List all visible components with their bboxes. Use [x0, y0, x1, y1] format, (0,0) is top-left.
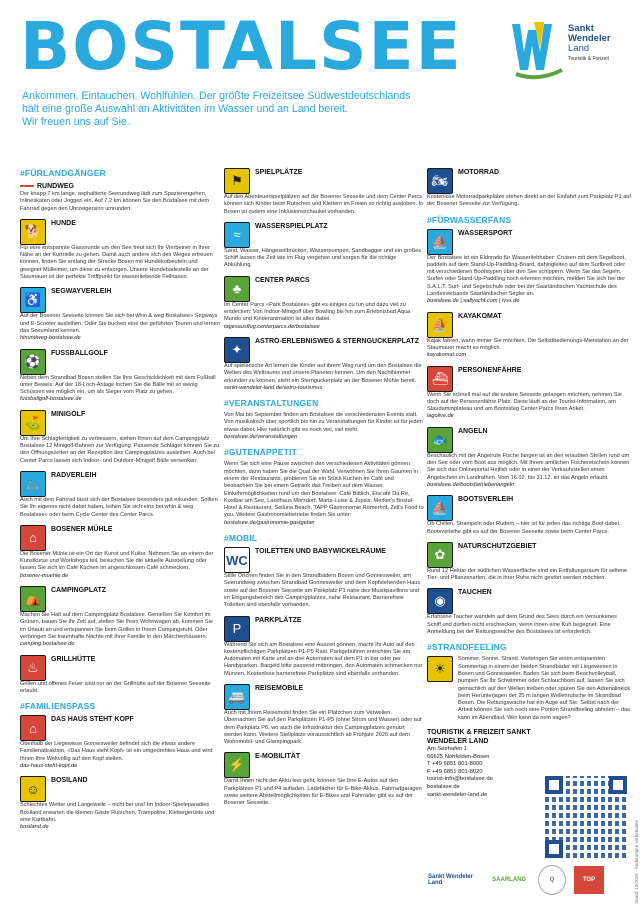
section-heading: #VERANSTALTUNGEN — [224, 398, 319, 409]
wassersport-link[interactable]: bostalsee.de | saltyacht.com | lvss.de — [427, 298, 520, 305]
entry-hunde: 🐕 HUNDE Für eine entspannte Gassirunde um den See freut sich Ihr Vierbeiner in Ihrer Nähe an der Kurtrielle zu gehen. Damit auch andere sich des Weges erfreuen können, finden Sie entlang der Strecke Boxen mit Hundekotbeuteln und geeignet Mülleimer, um diese zu entsorgen. Unsere Hundebadestelle an der Staumauer ist der perfekte Treffpunkt für wasserliebende Fellnasen. — [20, 219, 213, 281]
section-heading: #FAMILIENSPASS — [20, 701, 96, 712]
center-parcs-icon: ♣ — [224, 276, 250, 302]
segway-icon: ♿ — [20, 287, 46, 313]
nature-icon: ✿ — [427, 542, 453, 568]
playground-icon: ☺ — [20, 776, 46, 802]
faehre-link[interactable]: lagolive.de — [427, 413, 454, 420]
column-3 — [427, 168, 632, 805]
entry-faehre: ⛴ PERSONENFÄHRE Wenn Sie schnell mal auf die andere Seeseite gelangen möchten, nehmen Sie doch auf der Personenfähre Platz. Diese läuft an der Tourist-Information, am Staudammplateau und am Bootssteg Center Parcs Ihren Anker. lagolive.de — [427, 366, 632, 421]
brand-logo-text: Sankt Wendeler Land Touristik & Freizeit — [568, 23, 611, 62]
bicycle-icon: 🚲 — [20, 471, 46, 497]
parking-icon: P — [224, 616, 250, 642]
entry-kayakomat: ⛵ KAYAKOMAT Kajak fahren, wann immer Sie möchten. Die Selbstbedienungs-Mietstation an der Staumauer macht es möglich. kayakomat.com — [427, 312, 632, 360]
haus-link[interactable]: das-haus-steht-kopf.de — [20, 762, 78, 769]
entry-reisemobile: 🚐 REISEMOBILE Auch mit Ihrem Reisemobil finden Sie ein Plätzchen zum Verweilen. Übernachten Sie auf den Parkplätzen P1-P5 (ohne Strom und Wasser) oder auf dem Parkplatz P6, wo auch die Infrastruktur des Campingplatzes genutzt werden kann. Weitere Stellplätze voraussichtlich ab Frühjahr 2026 auf dem Wohnmobil- und Glampingpark. — [224, 684, 422, 746]
kayakomat-link[interactable]: kayakomat.com — [427, 352, 467, 359]
entry-minigolf: ⛳ MINIGOLF Um Ihre Schlagfertigkeit zu verbessern, stehen Ihnen auf dem Campingplatz Bostalsee 12 Minigolf-Bahnen zur Verfügung. Passende Schläger können Sie zu den Öffnungszeiten an der Rezeption des Campingplatzes ausleihen. Auch bei Center Parcs lassen sich Indoor- und Outdoor-Minigolf Bälle versenken. — [20, 410, 220, 464]
contact-web-1[interactable]: bostalsee.de — [427, 783, 460, 790]
football-icon: ⚽ — [20, 349, 46, 375]
astro-link[interactable]: sankt-wendeler-land.de/astro-tourismus — [224, 384, 323, 391]
entry-segway: ♿ SEGWAYVERLEIH Auf der Bosener Seeseite können Sie sich bei whin & weg Bostalsee» Segways und E-Scooter ausleihen. Oder Sie buchen eine der geführten Touren und lernen das Seeumland kennen. hinundweg-bostalsee.de — [20, 288, 220, 342]
grill-hut-icon: ♨ — [20, 655, 46, 681]
entry-grill: ♨ GRILLHÜTTE Grillen und offenes Feuer sind nur an der Grillhütte auf der Bosener Seeseite erlaubt. — [20, 655, 211, 694]
centerparcs-link[interactable]: tagesausflug.centerparcs.de/bostalsee — [224, 323, 320, 330]
fishing-icon: 🐟 — [427, 427, 453, 453]
contact-web-2[interactable]: sankt-wendeler-land.de — [427, 791, 488, 798]
kayak-icon: ⛵ — [427, 312, 453, 338]
route-line-icon — [20, 185, 34, 187]
wc-icon: WC — [224, 547, 250, 573]
entry-bootsverleih: ⛵ BOOTSVERLEIH Ob Chillen, Strampeln oder Rudern – hier ist für jeden das richtige Boot dabei. Bootsverleihe gibt es auf der Bosener Seeseite sowie beim Center Parcs. — [427, 496, 621, 535]
section-heading: #GUTENAPPETIT — [224, 447, 297, 458]
section-heading: #MOBIL — [224, 533, 258, 544]
fussballgolf-link[interactable]: fussballgolf-bostalsee.de — [20, 396, 82, 403]
entry-motorrad: 🏍 MOTORRAD Kostenlose Motorradparkplätze stehen direkt an der Einfahrt zum Parkplatz P1 auf der Bosener Seeseite zur Verfügung. — [427, 169, 631, 208]
entry-centerparcs: ♣ CENTER PARCS Im Center Parcs «Park Bostalsee» gibt es einiges zu tun und dazu viel zu entdecken: Von Indoor-Minigolf über Bowling bis hin zum Erlebnisbad Aqua Mundo und Kinderanimation ist alles dabei. tagesausflug.centerparcs.de/bostalsee — [224, 276, 424, 331]
entry-rundweg: RUNDWEG Der knapp 7 km lange, asphaltierte Seerundweg lädt zum Spazierengehen, Inlineskaten oder Joggen ein. Auf 7,2 km können Sie den Bostalsee mit dem Fahrrad gegen den Uhrzeigersinn umrunden. — [20, 183, 210, 212]
page-title: BOSTALSEE — [20, 8, 463, 85]
sankt-wendeler-land-logo-icon: Sankt Wendeler Land — [428, 874, 473, 886]
section-heading: #STRANDFEELING — [427, 642, 507, 653]
sailboat-icon: ⛵ — [427, 229, 453, 255]
quality-logo-icon: Q — [538, 865, 566, 895]
upside-down-house-icon: ⌂ — [20, 715, 46, 741]
rowboat-icon: ⛵ — [427, 495, 453, 521]
contact-email[interactable]: tourist-info@bostalsee.de — [427, 776, 493, 783]
charging-icon: ⚡ — [224, 752, 250, 778]
gastronomie-link[interactable]: bostalsee.de/gastronomie-gastgeber — [224, 519, 315, 526]
entry-astro: ✦ ASTRO-ERLEBNISWEG & STERNGUCKERPLATZ Auf spielerische Art lernen die Kinder auf ihrem Weg rund um den Bostalsee die Welten des Weltraums und unsere Planeten kennen. Um den Nachthimmel erkunden zu können, steht ein Sternguckerplatz an der Bosener Mühle bereit. sankt-wendeler-land.de/astro-tourismus — [224, 337, 424, 392]
entry-parken: P PARKPLÄTZE Während Sie sich am Bostalsee eine Auszeit gönnen, macht Ihr Auto auf den kostenpflichtigen Parkplätzen P1-P5 Rast. Parkgebühren entrichten Sie am Automaten mit Karte und an drei Automaten auf dem P1 in bar oder per Handyparken. Bargeld bitte passend mitbringen, den Automaten schmecken nur Münzen. Kostenlose barrierefreie Parkplätze sind ebenfalls vorhanden. — [224, 616, 423, 677]
camper-icon: 🚐 — [224, 684, 250, 710]
entry-spielplaetze: ⚑ SPIELPLÄTZE Auf den Abenteuerspielplätzen auf der Bosener Seeseite und dem Center Parcs können sich Kinder beim Rutschen und Klettern im Freien so richtig austoben. In Bosen ist zudem eine Inklusionsschaukel vorhanden. — [224, 169, 424, 215]
tent-icon: ⛺ — [20, 586, 46, 612]
water-play-icon: ≈ — [224, 222, 250, 248]
footer-logos — [428, 862, 628, 898]
veranstaltungen-link[interactable]: bostalsee.de/veranstaltungen — [224, 434, 298, 441]
minigolf-icon: ⛳ — [20, 410, 46, 436]
section-heading: #FÜRLANDGÄNGER — [20, 168, 106, 178]
motorcycle-icon: 🏍 — [427, 168, 453, 194]
diver-icon: ◉ — [427, 588, 453, 614]
ferry-icon: ⛴ — [427, 366, 453, 392]
mill-icon: ⌂ — [20, 525, 46, 551]
segway-link[interactable]: hinundweg-bostalsee.de — [20, 335, 81, 342]
entry-camping: ⛺ CAMPINGPLATZ Machen Sie Halt auf dem Campingplatz Bostalsee. Genießen Sie Komfort im Grünen, bauen Sie Ihr Zelt auf, stellen Sie Ihren Wohnwagen ab, kommen Sie im Urlaub an und entspannen Sie beim Grillen in Ihrem Campingstuhl. Oder verbringen Sie traumhafte Nächte mit Ihrer Familie in den Märchenhäusern. camping.bostalsee.de — [20, 586, 220, 648]
angeln-link[interactable]: bostalsee.de/bootsbetriebenangeln — [427, 481, 515, 488]
dog-icon: 🐕 — [20, 219, 46, 245]
saarland-logo-icon: SAARLAND — [492, 877, 526, 883]
entry-fussballgolf: ⚽ FUSSBALLGOLF Neben dem Strandbad Bosen stellen Sie Ihre Geschicklichkeit mit dem Fußball unter Beweis. Auf der 18-Loch-Anlage lochen Sie die Bälle mit so wenig Schüssen wie möglich ein, um als Sieger vom Platz zu gehen. fussballgolf-bostalsee.de — [20, 349, 220, 404]
entry-bosiland: ☺ BOSILAND Schlechtes Wetter und Langeweile – nicht bei uns! Im Indoor-Spieleparadies Bosiland erwarten die kleinen Gäste Rutschen, Trampoline, Klettergerüste und eine Kartbahn. bosiland.de — [20, 776, 220, 831]
swing-icon: ⚑ — [224, 168, 250, 194]
section-heading: #FÜRWASSERFANS — [427, 214, 512, 225]
muehle-link[interactable]: bosener-muehle.de — [20, 572, 69, 579]
entry-radverleih: 🚲 RADVERLEIH Auch mit dem Fahrrad lässt sich der Bostalsee besonders gut erkunden. Sollten Sie Ihr eigenes nicht dabei haben, leihen Sie sich eins bei whin & weg Bostalsee» oder beim Cycle Center des Center Parcs. — [20, 471, 218, 518]
entry-wassersport: ⛵ WASSERSPORT Der Bostalsee ist ein Eldorado für Wasserliebhaber: Cruisen mit dem Segelboot, paddeln auf dem Stand-Up-Paddling-Board, dahingleiten auf dem Surfbrett oder mit verschiedenen Bootstypen über den See schippern. Wenn Sie das Segeln, Surfen oder Stand-Up-Paddling noch erlernen möchten, melden Sie sich bei der S.A.L.T. Surf- und Segelschule oder bei der Saarländischen Yachtschule des Landesverbands Saarländischer Segler an. bostalsee.de | saltyacht.com | lvss.de — [427, 229, 632, 306]
entry-toiletten: WC TOILETTEN UND BABYWICKELRÄUME Stille Örtchen finden Sie in den Strandbädern Bosen und Gonnesweiler, am Seerundweg zwischen Strandbad Gonnesweiler und dem Kopfstehenden Haus sowie auf der Bosener Seeseite am Parkplatz P1 nahe des Musikpavillons und im Eingangsbereich des Campingplatzes, nahe Restaurant. Barrierefreie Toiletten sind ebenfalls vorhanden. — [224, 548, 421, 609]
entry-angeln: 🐟 ANGELN Beschaulich mit der Angelrute Fische fangen ist an den erlaubten Stellen rund um den See oder vom Boot aus möglich. Mit Ihrem amtlichen Fischereischein können Sie sich das Onlineportal Hejfish oder in einer der Verkaufsstellen einen Angelschein im Landrathen. Vom 16.02. bis 31.12. ist das Angeln erlaubt. bostalsee.de/bootsbetriebenangeln — [427, 427, 632, 489]
entry-wasserspiel: ≈ WASSERSPIELPLATZ Sand, Wasser, Hängeseilbrücken, Wasserpumpen, Sandbagger und ein großes Schiff lassen die Zeit wie im Flug vergehen und sorgen für die richtige Abkühlung. — [224, 222, 422, 269]
entry-emobilitaet: ⚡ E-MOBILITÄT Damit Ihnen nicht der Akku leer geht, können Sie Ihre E-Autos auf den Parkplätzen P1 und P4 aufladen. Ladefächer für E-Bike-Akkus, Fahrradgaragen sowie weitere Abstellmöglichkeiten für E-Bikes und Fahrräder gibt es auf der Bosener Seeseite. — [224, 753, 422, 807]
entry-tauchen: ◉ TAUCHEN Erfahrene Taucher wandeln auf dem Grund des Sees durch ein versunkenes Schiff und dürften nicht erschrecken, wenn ihnen eine Kuh begegnet. Eine Anmeldung bei der Rettungswache des Bostalsees ist erforderlich. — [427, 589, 617, 636]
camping-link[interactable]: camping.bostalsee.de — [20, 641, 75, 648]
contact-block: TOURISTIK & FREIZEIT SANKT WENDELER LAND Am Seehafen 1 66625 Nohfelden-Bosen T +49 6851 801-8000 F +49 6851 801-8020 tourist-info@bostalsee.de bostalsee.de sankt-wendeler-land.de — [427, 728, 539, 799]
entry-strand: ☀ Sommer. Sonne. Strand. Verbringen Sie einen entspannten Sommertag in einem der beiden Strandbäder mit Liegewiesen in Bosen und Gonnesweiler. Baden Sie sich beim Beachvolleyball, pumpen Sie Ihr Schwimmer oder Schlauchboot auf, lassen Sie sich gemächlich auf den Wellen treiben oder spüren Sie den Adrenalinkick beim Herunterjagen der 25 m langen Wellenrutsche im Strandbad Bosen. Die Rettungswache hat ein Auge auf Sie. Selbst nach der Arbeit können Sie sich noch eine Portion Strandfeeling abholen – das kann im Abendlauf. Wer kann da nein sagen? — [427, 656, 632, 722]
entry-naturschutz: ✿ NATURSCHUTZGEBIET Rund 12 Hektar der südlichen Wasserfläche sind ein Entfaltungsraum für seltene Tier- und Pflanzenarten, die in ihrer Ruhe nicht gestört werden möchten. — [427, 542, 628, 582]
credit-text: Stand: 10/2025 · Änderungen vorbehalten — [634, 820, 639, 904]
entry-veranstaltungen: Von Mai bis September finden am Bostalsee die verschiedensten Events statt. Von musikalisch über sportlich bis hin zu Veranstaltungen für Kinder ist für jeden etwas dabei. Hier natürlich gibt es noch viel, viel mehr. bostalsee.de/veranstaltungen — [224, 412, 423, 441]
bosiland-link[interactable]: bosiland.de — [20, 824, 49, 831]
entry-gastronomie: Wenn Sie sich eine Pause zwischen den verschiedenen Aktivitäten gönnen möchten, dann haben Sie die Qual der Wahl. Verwöhnen Sie Ihren Gaumen in einem der Restaurants, probieren Sie ein Stück Kuchen im Café und beobachten Sie bei einem Getränk das Treiben auf dem Wasser. Einkehrmöglichkeiten rund um den Bostalsee: Café Bittlich, Eiscafé Da Re, Kostbar am See, Landhaus Mörsdorf, Maria-Luise & Jupsis, Merker's Bostal-Hotel & Restaurant, Seiluna Beach, TAPP Gastronomie Römerhof, Zell's Food to you. Weitere Gastronomiebetriebe finden Sie unter: bostalsee.de/gastronomie-gastgeber — [224, 461, 424, 526]
column-2 — [224, 168, 424, 814]
intro-text: Ankommen. Eintauchen. Wohlfühlen. Der größte Freizeitsee Südwestdeutschlands hält eine große Auswahl an Aktivitäten im Wasser und an Land bereit. Wir freuen uns auf Sie. — [22, 90, 411, 128]
beach-icon: ☀ — [427, 656, 453, 682]
column-1 — [20, 168, 220, 837]
top-destination-logo-icon: TOP — [574, 866, 604, 894]
entry-muehle: ⌂ BOSENER MÜHLE Die Bosener Mühle ist ein Ort der Kunst und Kultur. Nehmen Sie an einem der Kunstkurse und Workshops teil, besuchen Sie die aktuelle Ausstellung oder lassen Sie sich im Café Kuchen im angeschlossen Café schmecken. bosener-muehle.de — [20, 525, 220, 580]
telescope-icon: ✦ — [224, 337, 250, 363]
entry-haus: ⌂ DAS HAUS STEHT KOPF Oberhalb der Liegewiese Gonnesweiler befindet sich die etwas andere Familienattraktion. «Das Haus steht Kopf» ist ein umgedrehtes Haus und wird Ihnen Ihre Weltvöllig auf den Kopf stellen. das-haus-steht-kopf.de — [20, 715, 220, 770]
